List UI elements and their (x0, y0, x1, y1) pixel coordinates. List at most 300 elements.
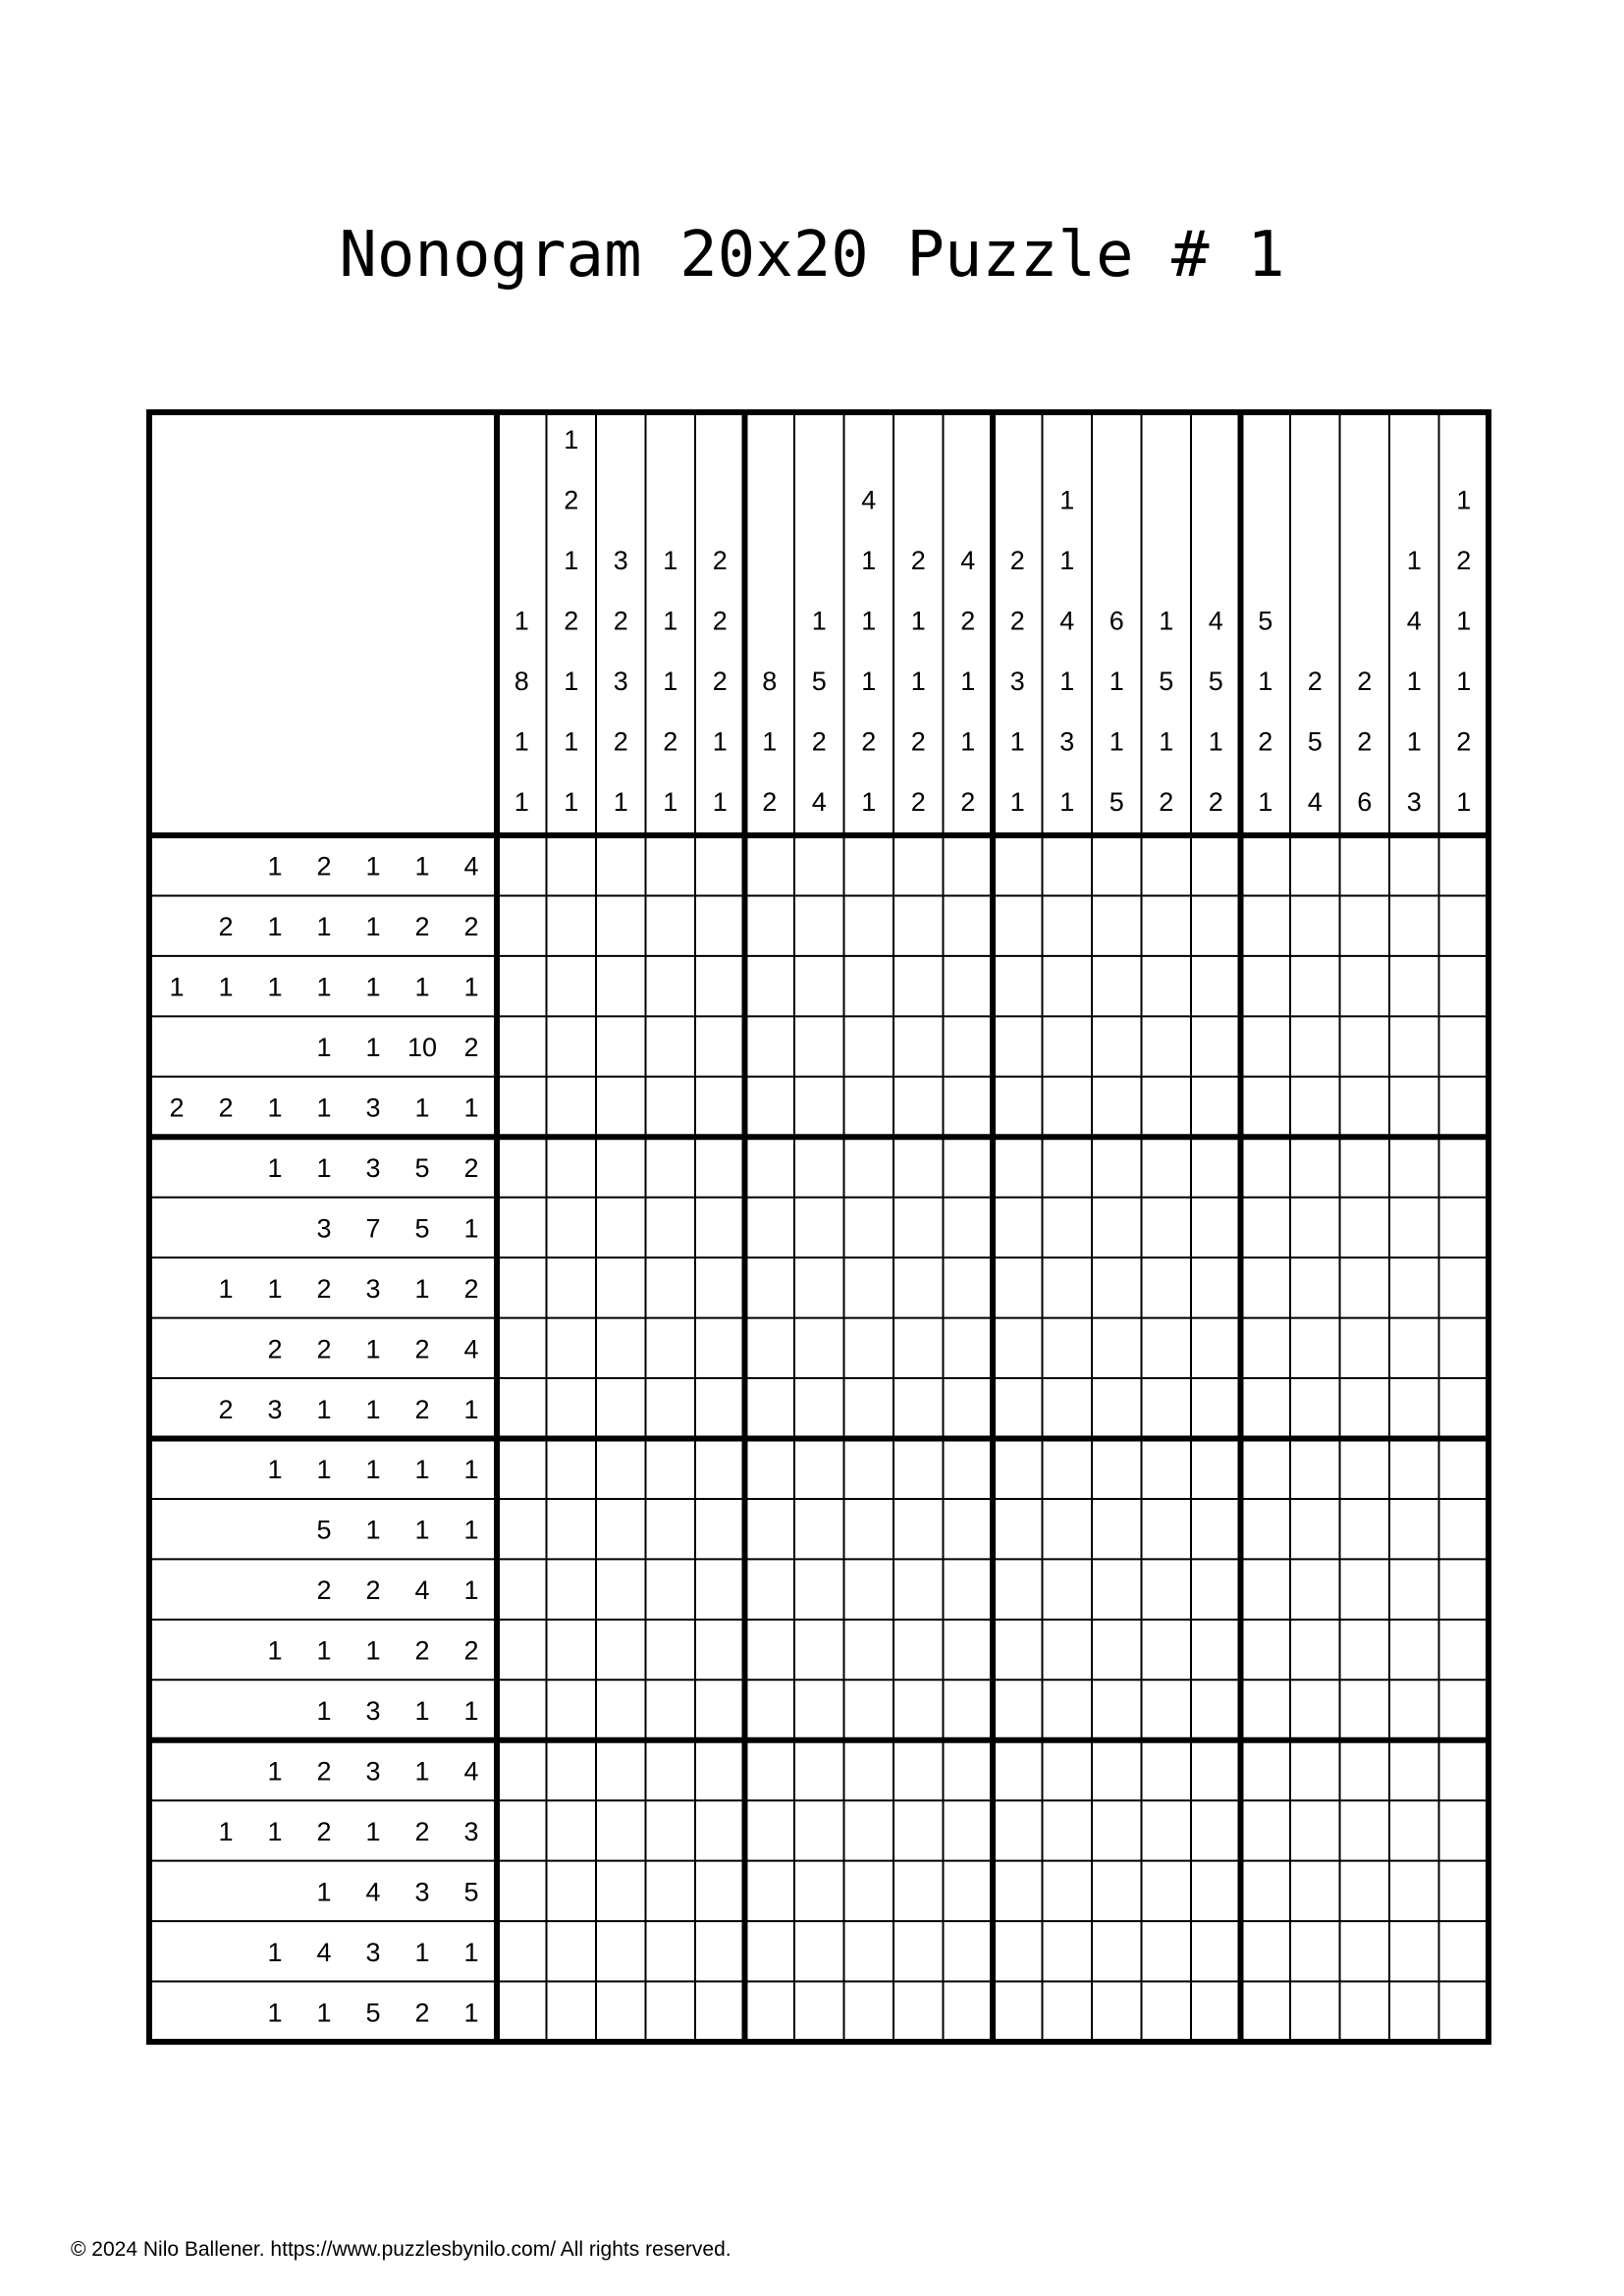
grid-cell[interactable] (646, 895, 696, 955)
grid-cell[interactable] (993, 1439, 1043, 1499)
grid-cell[interactable] (596, 1982, 646, 2042)
grid-cell[interactable] (993, 1077, 1043, 1137)
grid-cell[interactable] (1142, 1921, 1192, 1981)
grid-cell[interactable] (1389, 1499, 1439, 1559)
grid-cell[interactable] (745, 835, 795, 895)
grid-cell[interactable] (745, 1318, 795, 1378)
grid-cell[interactable] (794, 1499, 844, 1559)
grid-cell[interactable] (547, 1861, 597, 1921)
grid-cell[interactable] (1241, 895, 1291, 955)
grid-cell[interactable] (1439, 1137, 1489, 1197)
grid-cell[interactable] (1340, 1499, 1390, 1559)
grid-cell[interactable] (1043, 1620, 1093, 1680)
grid-cell[interactable] (944, 956, 994, 1016)
grid-cell[interactable] (1241, 1499, 1291, 1559)
grid-cell[interactable] (646, 1982, 696, 2042)
grid-cell[interactable] (646, 1318, 696, 1378)
grid-cell[interactable] (1290, 1499, 1340, 1559)
grid-cell[interactable] (646, 1800, 696, 1860)
grid-cell[interactable] (1142, 1137, 1192, 1197)
grid-cell[interactable] (1092, 1982, 1142, 2042)
grid-cell[interactable] (596, 1800, 646, 1860)
grid-cell[interactable] (944, 1921, 994, 1981)
grid-cell[interactable] (1092, 1137, 1142, 1197)
grid-cell[interactable] (1092, 895, 1142, 955)
grid-cell[interactable] (1142, 1559, 1192, 1619)
grid-cell[interactable] (745, 1137, 795, 1197)
grid-cell[interactable] (944, 1137, 994, 1197)
grid-cell[interactable] (1142, 1016, 1192, 1076)
grid-cell[interactable] (1241, 1861, 1291, 1921)
grid-cell[interactable] (1043, 1680, 1093, 1739)
grid-cell[interactable] (745, 1800, 795, 1860)
grid-cell[interactable] (1241, 835, 1291, 895)
grid-cell[interactable] (1340, 956, 1390, 1016)
grid-cell[interactable] (794, 1137, 844, 1197)
grid-cell[interactable] (745, 895, 795, 955)
grid-cell[interactable] (1092, 1378, 1142, 1438)
grid-cell[interactable] (993, 835, 1043, 895)
grid-cell[interactable] (993, 1198, 1043, 1257)
grid-cell[interactable] (944, 1740, 994, 1800)
grid-cell[interactable] (1290, 1016, 1340, 1076)
grid-cell[interactable] (596, 1680, 646, 1739)
grid-cell[interactable] (1340, 1137, 1390, 1197)
grid-cell[interactable] (1340, 1439, 1390, 1499)
grid-cell[interactable] (497, 1861, 547, 1921)
grid-cell[interactable] (1340, 895, 1390, 955)
grid-cell[interactable] (1191, 1680, 1241, 1739)
grid-cell[interactable] (844, 835, 894, 895)
grid-cell[interactable] (497, 1740, 547, 1800)
grid-cell[interactable] (1340, 1620, 1390, 1680)
grid-cell[interactable] (497, 1620, 547, 1680)
grid-cell[interactable] (844, 1800, 894, 1860)
grid-cell[interactable] (1092, 1318, 1142, 1378)
grid-cell[interactable] (1241, 1137, 1291, 1197)
grid-cell[interactable] (497, 1198, 547, 1257)
grid-cell[interactable] (596, 835, 646, 895)
grid-cell[interactable] (1191, 1740, 1241, 1800)
grid-cell[interactable] (1191, 1016, 1241, 1076)
grid-cell[interactable] (695, 1137, 745, 1197)
grid-cell[interactable] (1439, 1680, 1489, 1739)
grid-cell[interactable] (1439, 1559, 1489, 1619)
grid-cell[interactable] (1290, 1861, 1340, 1921)
grid-cell[interactable] (1389, 1318, 1439, 1378)
grid-cell[interactable] (1290, 1680, 1340, 1739)
grid-cell[interactable] (1290, 1318, 1340, 1378)
grid-cell[interactable] (1191, 1800, 1241, 1860)
grid-cell[interactable] (547, 895, 597, 955)
grid-cell[interactable] (1241, 1921, 1291, 1981)
grid-cell[interactable] (547, 1439, 597, 1499)
grid-cell[interactable] (1290, 1439, 1340, 1499)
grid-cell[interactable] (1241, 1740, 1291, 1800)
grid-cell[interactable] (596, 1378, 646, 1438)
grid-cell[interactable] (1389, 1800, 1439, 1860)
grid-cell[interactable] (646, 1680, 696, 1739)
grid-cell[interactable] (794, 1921, 844, 1981)
grid-cell[interactable] (1241, 1077, 1291, 1137)
grid-cell[interactable] (993, 1257, 1043, 1317)
grid-cell[interactable] (1389, 895, 1439, 955)
grid-cell[interactable] (794, 1439, 844, 1499)
grid-cell[interactable] (646, 1740, 696, 1800)
grid-cell[interactable] (893, 1559, 944, 1619)
grid-cell[interactable] (1439, 1499, 1489, 1559)
grid-cell[interactable] (646, 1559, 696, 1619)
grid-cell[interactable] (944, 1439, 994, 1499)
grid-cell[interactable] (1092, 1257, 1142, 1317)
grid-cell[interactable] (1142, 1318, 1192, 1378)
grid-cell[interactable] (794, 1620, 844, 1680)
grid-cell[interactable] (1290, 1620, 1340, 1680)
grid-cell[interactable] (944, 895, 994, 955)
grid-cell[interactable] (1043, 1198, 1093, 1257)
grid-cell[interactable] (646, 1198, 696, 1257)
grid-cell[interactable] (893, 1680, 944, 1739)
grid-cell[interactable] (844, 1077, 894, 1137)
grid-cell[interactable] (1142, 835, 1192, 895)
grid-cell[interactable] (1191, 1559, 1241, 1619)
grid-cell[interactable] (547, 1740, 597, 1800)
grid-cell[interactable] (1092, 1861, 1142, 1921)
grid-cell[interactable] (944, 1982, 994, 2042)
grid-cell[interactable] (1092, 1499, 1142, 1559)
grid-cell[interactable] (497, 1800, 547, 1860)
grid-cell[interactable] (1142, 1620, 1192, 1680)
grid-cell[interactable] (893, 956, 944, 1016)
grid-cell[interactable] (745, 1016, 795, 1076)
grid-cell[interactable] (1241, 1257, 1291, 1317)
grid-cell[interactable] (547, 1620, 597, 1680)
grid-cell[interactable] (893, 1982, 944, 2042)
grid-cell[interactable] (1340, 835, 1390, 895)
grid-cell[interactable] (695, 1198, 745, 1257)
grid-cell[interactable] (1290, 956, 1340, 1016)
grid-cell[interactable] (944, 1318, 994, 1378)
grid-cell[interactable] (695, 1861, 745, 1921)
grid-cell[interactable] (497, 1921, 547, 1981)
grid-cell[interactable] (1092, 1559, 1142, 1619)
grid-cell[interactable] (1043, 1559, 1093, 1619)
grid-cell[interactable] (1191, 1620, 1241, 1680)
grid-cell[interactable] (547, 1559, 597, 1619)
grid-cell[interactable] (1043, 1137, 1093, 1197)
grid-cell[interactable] (1092, 835, 1142, 895)
grid-cell[interactable] (646, 1016, 696, 1076)
grid-cell[interactable] (893, 895, 944, 955)
grid-cell[interactable] (1340, 1077, 1390, 1137)
grid-cell[interactable] (1439, 1800, 1489, 1860)
grid-cell[interactable] (844, 1740, 894, 1800)
grid-cell[interactable] (1043, 1378, 1093, 1438)
grid-cell[interactable] (1439, 1016, 1489, 1076)
grid-cell[interactable] (497, 1680, 547, 1739)
grid-cell[interactable] (497, 956, 547, 1016)
grid-cell[interactable] (1389, 1198, 1439, 1257)
grid-cell[interactable] (844, 1921, 894, 1981)
grid-cell[interactable] (695, 1559, 745, 1619)
grid-cell[interactable] (1340, 1318, 1390, 1378)
grid-cell[interactable] (547, 1800, 597, 1860)
grid-cell[interactable] (1043, 1318, 1093, 1378)
grid-cell[interactable] (695, 1499, 745, 1559)
grid-cell[interactable] (1439, 1921, 1489, 1981)
grid-cell[interactable] (1142, 956, 1192, 1016)
grid-cell[interactable] (794, 1680, 844, 1739)
grid-cell[interactable] (893, 1499, 944, 1559)
grid-cell[interactable] (1290, 1378, 1340, 1438)
grid-cell[interactable] (993, 895, 1043, 955)
grid-cell[interactable] (993, 1680, 1043, 1739)
grid-cell[interactable] (993, 1559, 1043, 1619)
grid-cell[interactable] (497, 1499, 547, 1559)
grid-cell[interactable] (993, 1318, 1043, 1378)
grid-cell[interactable] (844, 895, 894, 955)
grid-cell[interactable] (547, 1016, 597, 1076)
grid-cell[interactable] (745, 1680, 795, 1739)
grid-cell[interactable] (596, 1921, 646, 1981)
grid-cell[interactable] (893, 1077, 944, 1137)
grid-cell[interactable] (1389, 1982, 1439, 2042)
grid-cell[interactable] (1043, 1016, 1093, 1076)
grid-cell[interactable] (646, 1861, 696, 1921)
grid-cell[interactable] (1389, 1921, 1439, 1981)
grid-cell[interactable] (944, 1861, 994, 1921)
grid-cell[interactable] (844, 1620, 894, 1680)
grid-cell[interactable] (497, 1137, 547, 1197)
grid-cell[interactable] (1340, 1982, 1390, 2042)
grid-cell[interactable] (1142, 1439, 1192, 1499)
grid-cell[interactable] (1290, 1137, 1340, 1197)
grid-cell[interactable] (695, 1077, 745, 1137)
grid-cell[interactable] (993, 1137, 1043, 1197)
grid-cell[interactable] (1290, 1198, 1340, 1257)
grid-cell[interactable] (1290, 1982, 1340, 2042)
grid-cell[interactable] (1340, 1800, 1390, 1860)
grid-cell[interactable] (844, 1559, 894, 1619)
grid-cell[interactable] (695, 895, 745, 955)
grid-cell[interactable] (745, 1257, 795, 1317)
grid-cell[interactable] (1043, 1740, 1093, 1800)
grid-cell[interactable] (1241, 956, 1291, 1016)
grid-cell[interactable] (993, 1861, 1043, 1921)
grid-cell[interactable] (1092, 1620, 1142, 1680)
grid-cell[interactable] (497, 1439, 547, 1499)
grid-cell[interactable] (547, 1921, 597, 1981)
grid-cell[interactable] (1439, 895, 1489, 955)
grid-cell[interactable] (1290, 1740, 1340, 1800)
grid-cell[interactable] (646, 956, 696, 1016)
grid-cell[interactable] (844, 1257, 894, 1317)
grid-cell[interactable] (695, 1982, 745, 2042)
grid-cell[interactable] (993, 1800, 1043, 1860)
grid-cell[interactable] (1439, 1740, 1489, 1800)
grid-cell[interactable] (794, 1559, 844, 1619)
grid-cell[interactable] (596, 1439, 646, 1499)
grid-cell[interactable] (745, 1921, 795, 1981)
grid-cell[interactable] (1092, 956, 1142, 1016)
grid-cell[interactable] (695, 1800, 745, 1860)
grid-cell[interactable] (1043, 1861, 1093, 1921)
grid-cell[interactable] (745, 1740, 795, 1800)
grid-cell[interactable] (1191, 835, 1241, 895)
grid-cell[interactable] (695, 1921, 745, 1981)
grid-cell[interactable] (893, 835, 944, 895)
grid-cell[interactable] (794, 1016, 844, 1076)
grid-cell[interactable] (1142, 1861, 1192, 1921)
grid-cell[interactable] (547, 956, 597, 1016)
grid-cell[interactable] (1439, 1861, 1489, 1921)
grid-cell[interactable] (844, 1137, 894, 1197)
grid-cell[interactable] (695, 1740, 745, 1800)
grid-cell[interactable] (745, 1559, 795, 1619)
grid-cell[interactable] (1389, 1378, 1439, 1438)
grid-cell[interactable] (893, 1740, 944, 1800)
grid-cell[interactable] (1142, 1378, 1192, 1438)
grid-cell[interactable] (844, 1016, 894, 1076)
grid-cell[interactable] (596, 956, 646, 1016)
grid-cell[interactable] (844, 1318, 894, 1378)
grid-cell[interactable] (944, 1680, 994, 1739)
grid-cell[interactable] (1241, 1318, 1291, 1378)
grid-cell[interactable] (1043, 1921, 1093, 1981)
grid-cell[interactable] (1241, 1680, 1291, 1739)
grid-cell[interactable] (1142, 1680, 1192, 1739)
grid-cell[interactable] (547, 1198, 597, 1257)
grid-cell[interactable] (497, 1378, 547, 1438)
grid-cell[interactable] (1142, 1257, 1192, 1317)
grid-cell[interactable] (1142, 1499, 1192, 1559)
grid-cell[interactable] (893, 1921, 944, 1981)
grid-cell[interactable] (844, 1378, 894, 1438)
grid-cell[interactable] (1191, 956, 1241, 1016)
grid-cell[interactable] (1439, 1620, 1489, 1680)
grid-cell[interactable] (695, 1680, 745, 1739)
grid-cell[interactable] (1389, 1016, 1439, 1076)
grid-cell[interactable] (893, 1257, 944, 1317)
grid-cell[interactable] (497, 1016, 547, 1076)
grid-cell[interactable] (745, 956, 795, 1016)
grid-cell[interactable] (794, 1982, 844, 2042)
grid-cell[interactable] (745, 1198, 795, 1257)
grid-cell[interactable] (1092, 1800, 1142, 1860)
grid-cell[interactable] (1142, 1198, 1192, 1257)
grid-cell[interactable] (1340, 1016, 1390, 1076)
grid-cell[interactable] (1092, 1439, 1142, 1499)
grid-cell[interactable] (1389, 1559, 1439, 1619)
grid-cell[interactable] (596, 1257, 646, 1317)
grid-cell[interactable] (646, 835, 696, 895)
grid-cell[interactable] (844, 1861, 894, 1921)
grid-cell[interactable] (993, 1016, 1043, 1076)
grid-cell[interactable] (944, 1077, 994, 1137)
grid-cell[interactable] (893, 1318, 944, 1378)
grid-cell[interactable] (1191, 895, 1241, 955)
grid-cell[interactable] (596, 1198, 646, 1257)
grid-cell[interactable] (794, 1318, 844, 1378)
grid-cell[interactable] (1340, 1198, 1390, 1257)
grid-cell[interactable] (1290, 895, 1340, 955)
grid-cell[interactable] (794, 835, 844, 895)
grid-cell[interactable] (1043, 1257, 1093, 1317)
grid-cell[interactable] (1191, 1982, 1241, 2042)
grid-cell[interactable] (1340, 1257, 1390, 1317)
grid-cell[interactable] (1389, 1137, 1439, 1197)
grid-cell[interactable] (1043, 1077, 1093, 1137)
grid-cell[interactable] (1290, 1257, 1340, 1317)
grid-cell[interactable] (646, 1137, 696, 1197)
grid-cell[interactable] (1290, 1077, 1340, 1137)
grid-cell[interactable] (1389, 956, 1439, 1016)
grid-cell[interactable] (844, 956, 894, 1016)
grid-cell[interactable] (1439, 1257, 1489, 1317)
grid-cell[interactable] (596, 1740, 646, 1800)
grid-cell[interactable] (794, 1800, 844, 1860)
grid-cell[interactable] (745, 1439, 795, 1499)
grid-cell[interactable] (1142, 1800, 1192, 1860)
grid-cell[interactable] (794, 1378, 844, 1438)
grid-cell[interactable] (497, 835, 547, 895)
grid-cell[interactable] (1191, 1921, 1241, 1981)
grid-cell[interactable] (596, 1077, 646, 1137)
grid-cell[interactable] (547, 1378, 597, 1438)
grid-cell[interactable] (893, 1198, 944, 1257)
grid-cell[interactable] (745, 1378, 795, 1438)
grid-cell[interactable] (1191, 1257, 1241, 1317)
grid-cell[interactable] (1241, 1198, 1291, 1257)
grid-cell[interactable] (1092, 1921, 1142, 1981)
grid-cell[interactable] (1389, 1257, 1439, 1317)
grid-cell[interactable] (1439, 835, 1489, 895)
grid-cell[interactable] (944, 1257, 994, 1317)
grid-cell[interactable] (944, 1559, 994, 1619)
grid-cell[interactable] (1439, 1318, 1489, 1378)
grid-cell[interactable] (944, 1620, 994, 1680)
grid-cell[interactable] (993, 1620, 1043, 1680)
grid-cell[interactable] (547, 1137, 597, 1197)
grid-cell[interactable] (893, 1800, 944, 1860)
grid-cell[interactable] (893, 1378, 944, 1438)
grid-cell[interactable] (1241, 1378, 1291, 1438)
grid-cell[interactable] (547, 1499, 597, 1559)
grid-cell[interactable] (695, 1620, 745, 1680)
grid-cell[interactable] (646, 1077, 696, 1137)
grid-cell[interactable] (944, 1016, 994, 1076)
grid-cell[interactable] (1340, 1921, 1390, 1981)
grid-cell[interactable] (547, 1318, 597, 1378)
grid-cell[interactable] (893, 1137, 944, 1197)
grid-cell[interactable] (1043, 1982, 1093, 2042)
grid-cell[interactable] (993, 1499, 1043, 1559)
grid-cell[interactable] (1290, 1800, 1340, 1860)
grid-cell[interactable] (1241, 1800, 1291, 1860)
grid-cell[interactable] (1389, 1439, 1439, 1499)
grid-cell[interactable] (547, 835, 597, 895)
grid-cell[interactable] (1142, 1740, 1192, 1800)
grid-cell[interactable] (794, 895, 844, 955)
grid-cell[interactable] (646, 1921, 696, 1981)
grid-cell[interactable] (1191, 1318, 1241, 1378)
grid-cell[interactable] (844, 1982, 894, 2042)
grid-cell[interactable] (794, 1861, 844, 1921)
grid-cell[interactable] (1389, 1861, 1439, 1921)
grid-cell[interactable] (1092, 1198, 1142, 1257)
grid-cell[interactable] (794, 1198, 844, 1257)
grid-cell[interactable] (497, 1318, 547, 1378)
